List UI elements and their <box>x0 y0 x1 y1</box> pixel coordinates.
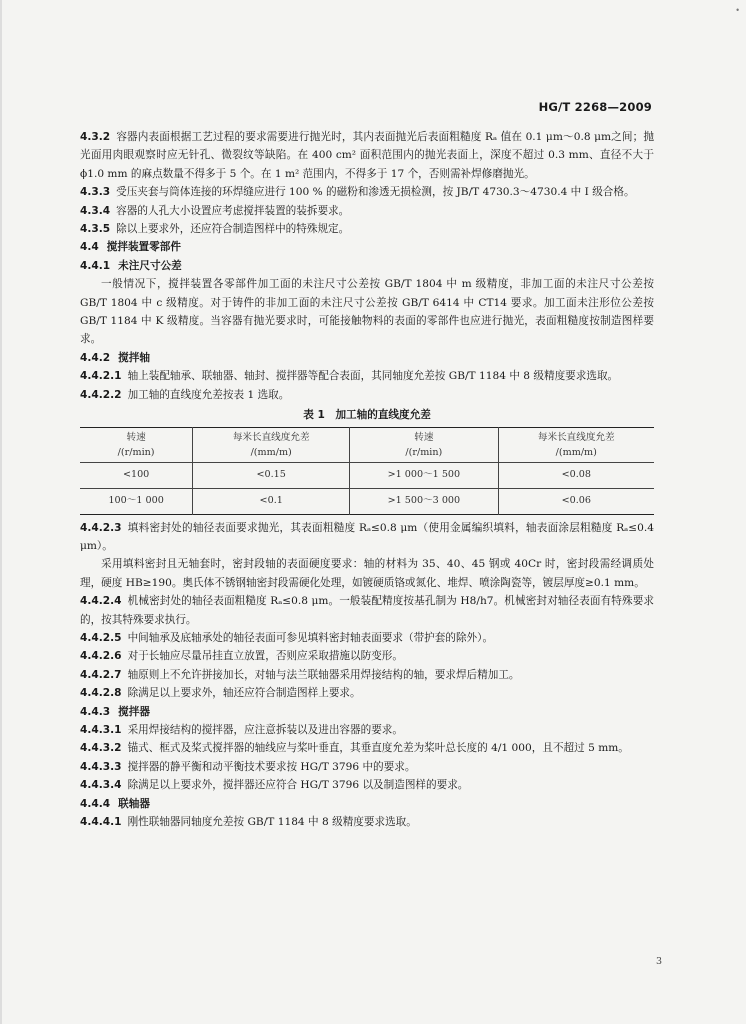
table-cell: >1 000～1 500 <box>350 462 498 488</box>
clause-number: 4.4.3.3 <box>80 760 122 773</box>
paragraph <box>80 519 654 556</box>
clause-number: 4.4.2.6 <box>80 650 122 663</box>
page-number: 3 <box>655 956 662 967</box>
paragraph <box>80 776 654 794</box>
table-1-title: 表 1 加工轴的直线度允差 <box>303 409 431 422</box>
paragraph-text: 容器内表面根据工艺过程的要求需要进行抛光时，其内表面抛光后表面粗糙度 Rₐ 值在 0.1 μm～0.8 μm之间；抛光面用肉眼观察时应无针孔、微裂纹等缺陷。在 400 cm² 面积范围内的抛光表面上，深度不超过 0.3 mm、直径不大于 ϕ1.0 mm 的麻点数量不得多于 5 个。在 1 m² 范围内，不得多于 17 个，否则需补焊修磨抛光。 <box>80 131 654 180</box>
paragraph <box>80 202 654 220</box>
table-row <box>80 488 654 514</box>
corner-mark: • <box>735 6 740 15</box>
clause-number: 4.4.2.7 <box>80 668 122 681</box>
section-heading <box>80 795 654 813</box>
table-cell: <0.06 <box>498 488 654 514</box>
clause-number: 4.4.3.2 <box>80 742 122 755</box>
paragraph <box>80 275 654 349</box>
clause-number: 4.3.5 <box>80 223 111 236</box>
paragraph <box>80 758 654 776</box>
table-header-row <box>80 427 654 462</box>
table-1 <box>80 427 654 515</box>
paragraph-text: 搅拌器的静平衡和动平衡技术要求按 HG/T 3796 中的要求。 <box>127 760 416 773</box>
clause-number: 4.4.2.8 <box>80 687 122 700</box>
table-header-cell: 转速 /(r/min) <box>80 427 193 462</box>
clause-number: 4.3.3 <box>80 186 111 199</box>
paragraph <box>80 629 654 647</box>
clause-number: 4.4.3 <box>80 705 111 718</box>
clause-number: 4.4.2.3 <box>80 521 122 534</box>
table-cell: <0.1 <box>193 488 350 514</box>
clause-number: 4.4.2.4 <box>80 595 122 608</box>
paragraph-text: 除满足以上要求外，轴还应符合制造图样上要求。 <box>127 687 361 700</box>
clause-number: 4.4.2.1 <box>80 370 122 383</box>
paragraph <box>80 684 654 702</box>
paragraph-text: 容器的人孔大小设置应考虑搅拌装置的装拆要求。 <box>116 204 350 217</box>
table-cell: >1 500～3 000 <box>350 488 498 514</box>
table-cell: 100～1 000 <box>80 488 193 514</box>
heading-text: 搅拌装置零部件 <box>106 241 181 254</box>
section-heading <box>80 257 654 275</box>
paragraph <box>80 813 654 831</box>
table-header-cell: 每米长直线度允差 /(mm/m) <box>193 427 350 462</box>
paragraph <box>80 128 654 183</box>
paragraph <box>80 183 654 201</box>
clause-number: 4.4.2 <box>80 351 111 364</box>
paragraph <box>80 721 654 739</box>
clause-number: 4.4.4 <box>80 797 111 810</box>
standard-code: HG/T 2268—2009 <box>538 100 652 114</box>
paragraph <box>80 367 654 385</box>
section-4-3-4-4-2 <box>80 128 654 404</box>
section-heading <box>80 703 654 721</box>
section-heading <box>80 238 654 256</box>
table-header-cell: 每米长直线度允差 /(mm/m) <box>498 427 654 462</box>
paragraph <box>80 220 654 238</box>
heading-text: 搅拌器 <box>118 705 150 718</box>
paragraph-text: 填料密封处的轴径表面要求抛光，其表面粗糙度 Rₐ≤0.8 μm（使用金属编织填料，轴表面涂层粗糙度 Rₐ≤0.4 μm）。 <box>80 521 654 552</box>
clause-number: 4.4.3.4 <box>80 779 122 792</box>
paragraph <box>80 666 654 684</box>
clause-number: 4.3.4 <box>80 204 111 217</box>
paragraph-text: 除满足以上要求外，搅拌器还应符合 HG/T 3796 以及制造图样的要求。 <box>127 779 469 792</box>
scan-edge <box>0 0 2 1024</box>
table-header-cell: 转速 /(r/min) <box>350 427 498 462</box>
heading-text: 联轴器 <box>118 797 150 810</box>
paragraph-text: 除以上要求外，还应符合制造图样中的特殊规定。 <box>116 223 350 236</box>
table-cell: <0.15 <box>193 462 350 488</box>
table-cell: <100 <box>80 462 193 488</box>
table-cell: <0.08 <box>498 462 654 488</box>
paragraph-text: 对于长轴应尽量吊挂直立放置，否则应采取措施以防变形。 <box>127 650 403 663</box>
paragraph-text: 锚式、框式及桨式搅拌器的轴线应与桨叶垂直，其垂直度允差为桨叶总长度的 4/1 000，且不超过 5 mm。 <box>127 742 629 755</box>
paragraph <box>80 647 654 665</box>
paragraph <box>80 592 654 629</box>
paragraph-text: 一般情况下，搅拌装置各零部件加工面的未注尺寸公差按 GB/T 1804 中 m 级精度，非加工面的未注尺寸公差按 GB/T 1804 中 c 级精度。对于铸件的非加工面的未注尺寸公差按 GB/T 6414 中 CT14 要求。加工面未注形位公差按 GB/T 1184 中 K 级精度。当容器有抛光要求时，可能接触物料的表面的零部件也应进行抛光，表面粗糙度按制造图样要求。 <box>80 278 654 346</box>
paragraph <box>80 739 654 757</box>
paragraph <box>80 386 654 404</box>
paragraph-text: 采用焊接结构的搅拌器，应注意拆装以及进出容器的要求。 <box>127 723 403 736</box>
paragraph <box>80 555 654 592</box>
paragraph-text: 轴原则上不允许拼接加长，对轴与法兰联轴器采用焊接结构的轴，要求焊后精加工。 <box>127 668 520 681</box>
table-row <box>80 462 654 488</box>
paragraph-text: 受压夹套与筒体连接的环焊缝应进行 100 % 的磁粉和渗透无损检测，按 JB/T 4730.3～4730.4 中 Ⅰ 级合格。 <box>116 186 635 199</box>
clause-number: 4.4.2.2 <box>80 388 122 401</box>
paragraph-text: 中间轴承及底轴承处的轴径表面可参见填料密封轴表面要求（带护套的除外）。 <box>127 631 494 644</box>
clause-number: 4.4.2.5 <box>80 631 122 644</box>
heading-text: 搅拌轴 <box>118 351 150 364</box>
paragraph-text: 刚性联轴器同轴度允差按 GB/T 1184 中 8 级精度要求选取。 <box>127 816 417 828</box>
paragraph-text: 加工轴的直线度允差按表 1 选取。 <box>127 388 290 401</box>
paragraph-text: 轴上装配轴承、联轴器、轴封、搅拌器等配合表面，其同轴度允差按 GB/T 1184 中 8 级精度要求选取。 <box>127 370 619 383</box>
paragraph-text: 机械密封处的轴径表面粗糙度 Rₐ≤0.8 μm。一般装配精度按基孔制为 H8/h7。机械密封对轴径表面有特殊要求的，按其特殊要求执行。 <box>80 595 654 626</box>
section-4-4-2-3-onward <box>80 519 654 832</box>
clause-number: 4.3.2 <box>80 131 111 143</box>
clause-number: 4.4 <box>80 241 99 254</box>
heading-text: 未注尺寸公差 <box>118 259 182 272</box>
section-heading <box>80 349 654 367</box>
clause-number: 4.4.1 <box>80 259 111 272</box>
body-text <box>80 128 654 831</box>
clause-number: 4.4.3.1 <box>80 723 122 736</box>
paragraph-text: 采用填料密封且无轴套时，密封段轴的表面硬度要求：轴的材料为 35、40、45 钢或 40Cr 时，密封段需经调质处理，硬度 HB≥190。奥氏体不锈钢轴密封段需硬化处理，如镀硬质铬或氮化、堆焊、喷涂陶瓷等，镀层厚度≥0.1 mm。 <box>80 558 654 589</box>
clause-number: 4.4.4.1 <box>80 816 122 828</box>
